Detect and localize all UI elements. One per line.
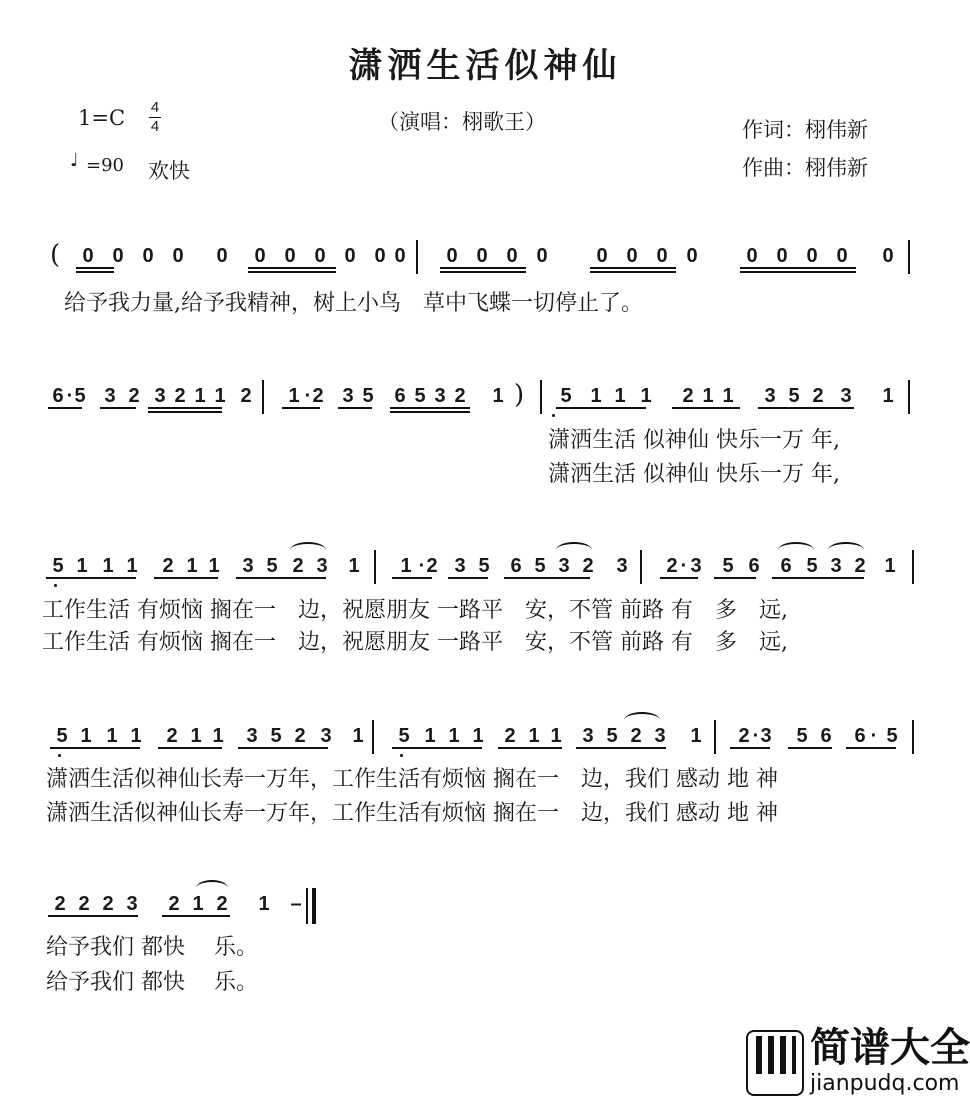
note-0: 0 bbox=[254, 245, 266, 267]
beam-underline bbox=[440, 271, 526, 273]
note-3: 3 bbox=[434, 385, 446, 407]
song-title: 潇洒生活似神仙 bbox=[348, 46, 622, 86]
note-0: 0 bbox=[446, 245, 458, 267]
barline bbox=[416, 240, 418, 274]
beam-underline bbox=[556, 407, 646, 409]
note-2: 2 bbox=[294, 725, 306, 747]
piano-keys-icon bbox=[746, 1030, 804, 1096]
lyric-row3-verse2: 工作生活 有烦恼 搁在一 边，祝愿朋友 一路平 安，不管 前路 有 多 远, bbox=[42, 630, 788, 655]
note-0: 0 bbox=[626, 245, 638, 267]
beam-underline bbox=[440, 267, 526, 269]
note-6: 6 bbox=[780, 555, 792, 577]
note-1: 1 bbox=[76, 555, 88, 577]
barline bbox=[908, 380, 910, 414]
note-1: 1 bbox=[348, 555, 360, 577]
beam-underline bbox=[740, 267, 856, 269]
note-1: 1 bbox=[550, 725, 562, 747]
beam-underline bbox=[154, 577, 218, 579]
note-0: 0 bbox=[776, 245, 788, 267]
lyric-row4-verse2: 潇洒生活似神仙长寿一万年，工作生活有烦恼 搁在一 边，我们 感动 地 神 bbox=[46, 801, 778, 826]
note-1: 1 bbox=[352, 725, 364, 747]
note-1: 1 bbox=[194, 385, 206, 407]
note-5: 5 bbox=[74, 385, 86, 407]
barline bbox=[908, 240, 910, 274]
note-6: 6 bbox=[510, 555, 522, 577]
beam-underline bbox=[660, 577, 698, 579]
notation-row-5 bbox=[0, 888, 970, 928]
beam-underline bbox=[46, 577, 136, 579]
slur-mark bbox=[290, 542, 326, 558]
dot: · bbox=[870, 725, 878, 747]
note-3: 3 bbox=[616, 555, 628, 577]
tempo-mark: =90 bbox=[86, 155, 124, 176]
barline bbox=[714, 720, 716, 754]
low-octave-dot bbox=[54, 584, 57, 587]
note-1: 1 bbox=[400, 555, 412, 577]
note-5: 5 bbox=[52, 555, 64, 577]
dot: · bbox=[680, 555, 688, 577]
note-1: 1 bbox=[80, 725, 92, 747]
note-1: 1 bbox=[190, 725, 202, 747]
note-2: 2 bbox=[426, 555, 438, 577]
beam-underline bbox=[390, 411, 470, 413]
slur-mark bbox=[196, 880, 228, 896]
note-2: 2 bbox=[630, 725, 642, 747]
note-0: 0 bbox=[836, 245, 848, 267]
dot: · bbox=[752, 725, 760, 747]
note-2: 2 bbox=[666, 555, 678, 577]
beam-underline bbox=[158, 747, 222, 749]
note-3: 3 bbox=[246, 725, 258, 747]
lyric-row5-verse2: 给予我们 都快 乐。 bbox=[46, 970, 258, 995]
note-0: 0 bbox=[746, 245, 758, 267]
lyric-intro: 给予我力量,给予我精神，树上小鸟 草中飞蝶一切停止了。 bbox=[64, 291, 643, 316]
beam-underline bbox=[162, 915, 230, 917]
note-0: 0 bbox=[374, 245, 386, 267]
singer-credit: （演唱：栩歌王） bbox=[378, 110, 546, 134]
note-3: 3 bbox=[582, 725, 594, 747]
note-2: 2 bbox=[454, 385, 466, 407]
note-3: 3 bbox=[316, 555, 328, 577]
note-5: 5 bbox=[398, 725, 410, 747]
note-1: 1 bbox=[214, 385, 226, 407]
expression-mark: 欢快 bbox=[148, 159, 190, 183]
note-6: 6 bbox=[854, 725, 866, 747]
note-2: 2 bbox=[682, 385, 694, 407]
note-1: 1 bbox=[722, 385, 734, 407]
note-5: 5 bbox=[886, 725, 898, 747]
note-2: 2 bbox=[174, 385, 186, 407]
note-3: 3 bbox=[764, 385, 776, 407]
note-1: 1 bbox=[208, 555, 220, 577]
note-1: 1 bbox=[702, 385, 714, 407]
note-6: 6 bbox=[748, 555, 760, 577]
note-0: 0 bbox=[112, 245, 124, 267]
beam-underline bbox=[248, 267, 336, 269]
beam-underline bbox=[576, 747, 666, 749]
close-paren: ) bbox=[514, 380, 525, 410]
note-1: 1 bbox=[884, 555, 896, 577]
note-5: 5 bbox=[560, 385, 572, 407]
low-octave-dot bbox=[552, 414, 555, 417]
note-0: 0 bbox=[314, 245, 326, 267]
beam-underline bbox=[590, 271, 676, 273]
note-2: 2 bbox=[54, 893, 66, 915]
note-1: 1 bbox=[186, 555, 198, 577]
note-1: 1 bbox=[614, 385, 626, 407]
note-5: 5 bbox=[478, 555, 490, 577]
beam-underline bbox=[672, 407, 740, 409]
note-3: 3 bbox=[104, 385, 116, 407]
key-signature: 1=C bbox=[78, 106, 126, 130]
site-logo[interactable] bbox=[746, 1025, 970, 1098]
note-2: 2 bbox=[166, 725, 178, 747]
note-1: 1 bbox=[258, 893, 270, 915]
notation-row-intro bbox=[0, 240, 970, 280]
note-0: 0 bbox=[82, 245, 94, 267]
lyric-row3-verse1: 工作生活 有烦恼 搁在一 边，祝愿朋友 一路平 安，不管 前路 有 多 远, bbox=[42, 598, 788, 623]
beam-underline bbox=[772, 577, 864, 579]
dot: · bbox=[66, 385, 74, 407]
note-1: 1 bbox=[472, 725, 484, 747]
note-0: 0 bbox=[142, 245, 154, 267]
note-3: 3 bbox=[830, 555, 842, 577]
slur-mark bbox=[828, 542, 864, 558]
note-3: 3 bbox=[154, 385, 166, 407]
beam-underline bbox=[100, 407, 136, 409]
notation-row-2 bbox=[0, 380, 970, 420]
note-3: 3 bbox=[760, 725, 772, 747]
barline bbox=[262, 380, 264, 414]
note-6: 6 bbox=[820, 725, 832, 747]
note-1: 1 bbox=[126, 555, 138, 577]
barline bbox=[640, 550, 642, 584]
dash: – bbox=[290, 893, 302, 915]
beam-underline bbox=[740, 271, 856, 273]
note-0: 0 bbox=[394, 245, 406, 267]
beam-underline bbox=[282, 407, 320, 409]
beam-underline bbox=[590, 267, 676, 269]
barline bbox=[912, 720, 914, 754]
note-2: 2 bbox=[312, 385, 324, 407]
beam-underline bbox=[238, 747, 328, 749]
beam-underline bbox=[248, 271, 336, 273]
note-0: 0 bbox=[686, 245, 698, 267]
barline bbox=[540, 380, 542, 414]
note-2: 2 bbox=[854, 555, 866, 577]
logo-name: 简谱大全 bbox=[810, 1025, 970, 1071]
logo-url: jianpudq.com bbox=[810, 1071, 960, 1096]
note-2: 2 bbox=[78, 893, 90, 915]
note-3: 3 bbox=[242, 555, 254, 577]
note-0: 0 bbox=[344, 245, 356, 267]
beam-underline bbox=[48, 915, 138, 917]
quarter-note-icon: ♩ bbox=[70, 150, 79, 171]
note-6: 6 bbox=[394, 385, 406, 407]
note-0: 0 bbox=[656, 245, 668, 267]
note-3: 3 bbox=[690, 555, 702, 577]
note-1: 1 bbox=[130, 725, 142, 747]
note-5: 5 bbox=[534, 555, 546, 577]
time-signature-bottom: 4 bbox=[150, 118, 160, 135]
note-1: 1 bbox=[192, 893, 204, 915]
note-3: 3 bbox=[654, 725, 666, 747]
note-0: 0 bbox=[506, 245, 518, 267]
low-octave-dot bbox=[58, 754, 61, 757]
dot: · bbox=[304, 385, 312, 407]
time-signature-top: 4 bbox=[150, 99, 160, 116]
beam-underline bbox=[76, 271, 114, 273]
note-1: 1 bbox=[492, 385, 504, 407]
note-6: 6 bbox=[52, 385, 64, 407]
note-1: 1 bbox=[448, 725, 460, 747]
beam-underline bbox=[714, 577, 756, 579]
beam-underline bbox=[148, 411, 222, 413]
note-5: 5 bbox=[796, 725, 808, 747]
final-barline-thin bbox=[306, 888, 308, 924]
note-5: 5 bbox=[722, 555, 734, 577]
beam-underline bbox=[50, 747, 140, 749]
beam-underline bbox=[76, 267, 114, 269]
note-2: 2 bbox=[216, 893, 228, 915]
note-5: 5 bbox=[414, 385, 426, 407]
composer-credit: 作曲：栩伟新 bbox=[742, 156, 868, 180]
slur-mark bbox=[556, 542, 592, 558]
note-2: 2 bbox=[582, 555, 594, 577]
note-1: 1 bbox=[424, 725, 436, 747]
beam-underline bbox=[236, 577, 326, 579]
note-5: 5 bbox=[362, 385, 374, 407]
note-0: 0 bbox=[284, 245, 296, 267]
beam-underline bbox=[448, 577, 488, 579]
note-5: 5 bbox=[56, 725, 68, 747]
note-1: 1 bbox=[882, 385, 894, 407]
note-0: 0 bbox=[536, 245, 548, 267]
note-2: 2 bbox=[168, 893, 180, 915]
note-5: 5 bbox=[806, 555, 818, 577]
note-1: 1 bbox=[288, 385, 300, 407]
note-1: 1 bbox=[212, 725, 224, 747]
slur-mark bbox=[778, 542, 814, 558]
final-barline bbox=[312, 888, 316, 924]
note-3: 3 bbox=[320, 725, 332, 747]
open-paren: ( bbox=[50, 240, 61, 270]
lyric-row4-verse1: 潇洒生活似神仙长寿一万年，工作生活有烦恼 搁在一 边，我们 感动 地 神 bbox=[46, 767, 778, 792]
beam-underline bbox=[148, 407, 222, 409]
note-2: 2 bbox=[504, 725, 516, 747]
note-5: 5 bbox=[266, 555, 278, 577]
note-1: 1 bbox=[640, 385, 652, 407]
note-2: 2 bbox=[812, 385, 824, 407]
beam-underline bbox=[498, 747, 562, 749]
note-2: 2 bbox=[240, 385, 252, 407]
note-0: 0 bbox=[882, 245, 894, 267]
note-2: 2 bbox=[738, 725, 750, 747]
beam-underline bbox=[730, 747, 770, 749]
note-3: 3 bbox=[840, 385, 852, 407]
barline bbox=[372, 720, 374, 754]
note-2: 2 bbox=[292, 555, 304, 577]
beam-underline bbox=[392, 747, 482, 749]
beam-underline bbox=[338, 407, 372, 409]
note-0: 0 bbox=[476, 245, 488, 267]
beam-underline bbox=[504, 577, 590, 579]
lyric-row2-verse2: 潇洒生活 似神仙 快乐一万 年, bbox=[548, 462, 840, 487]
dot: · bbox=[418, 555, 426, 577]
notation-row-3 bbox=[0, 550, 970, 590]
note-3: 3 bbox=[454, 555, 466, 577]
note-1: 1 bbox=[528, 725, 540, 747]
lyric-row2-verse1: 潇洒生活 似神仙 快乐一万 年, bbox=[548, 428, 840, 453]
barline bbox=[374, 550, 376, 584]
low-octave-dot bbox=[400, 754, 403, 757]
note-5: 5 bbox=[606, 725, 618, 747]
notation-row-4 bbox=[0, 720, 970, 760]
note-2: 2 bbox=[162, 555, 174, 577]
note-3: 3 bbox=[126, 893, 138, 915]
note-5: 5 bbox=[788, 385, 800, 407]
note-0: 0 bbox=[596, 245, 608, 267]
note-3: 3 bbox=[558, 555, 570, 577]
beam-underline bbox=[392, 577, 432, 579]
note-1: 1 bbox=[590, 385, 602, 407]
note-1: 1 bbox=[690, 725, 702, 747]
note-3: 3 bbox=[342, 385, 354, 407]
note-0: 0 bbox=[172, 245, 184, 267]
slur-mark bbox=[624, 712, 660, 728]
note-1: 1 bbox=[102, 555, 114, 577]
note-5: 5 bbox=[270, 725, 282, 747]
lyricist-credit: 作词：栩伟新 bbox=[742, 118, 868, 142]
note-1: 1 bbox=[106, 725, 118, 747]
beam-underline bbox=[758, 407, 854, 409]
beam-underline bbox=[788, 747, 832, 749]
beam-underline bbox=[846, 747, 896, 749]
note-0: 0 bbox=[806, 245, 818, 267]
beam-underline bbox=[390, 407, 470, 409]
time-signature bbox=[148, 100, 162, 135]
lyric-row5-verse1: 给予我们 都快 乐。 bbox=[46, 935, 258, 960]
barline bbox=[912, 550, 914, 584]
note-2: 2 bbox=[128, 385, 140, 407]
beam-underline bbox=[48, 407, 82, 409]
note-2: 2 bbox=[102, 893, 114, 915]
note-0: 0 bbox=[216, 245, 228, 267]
